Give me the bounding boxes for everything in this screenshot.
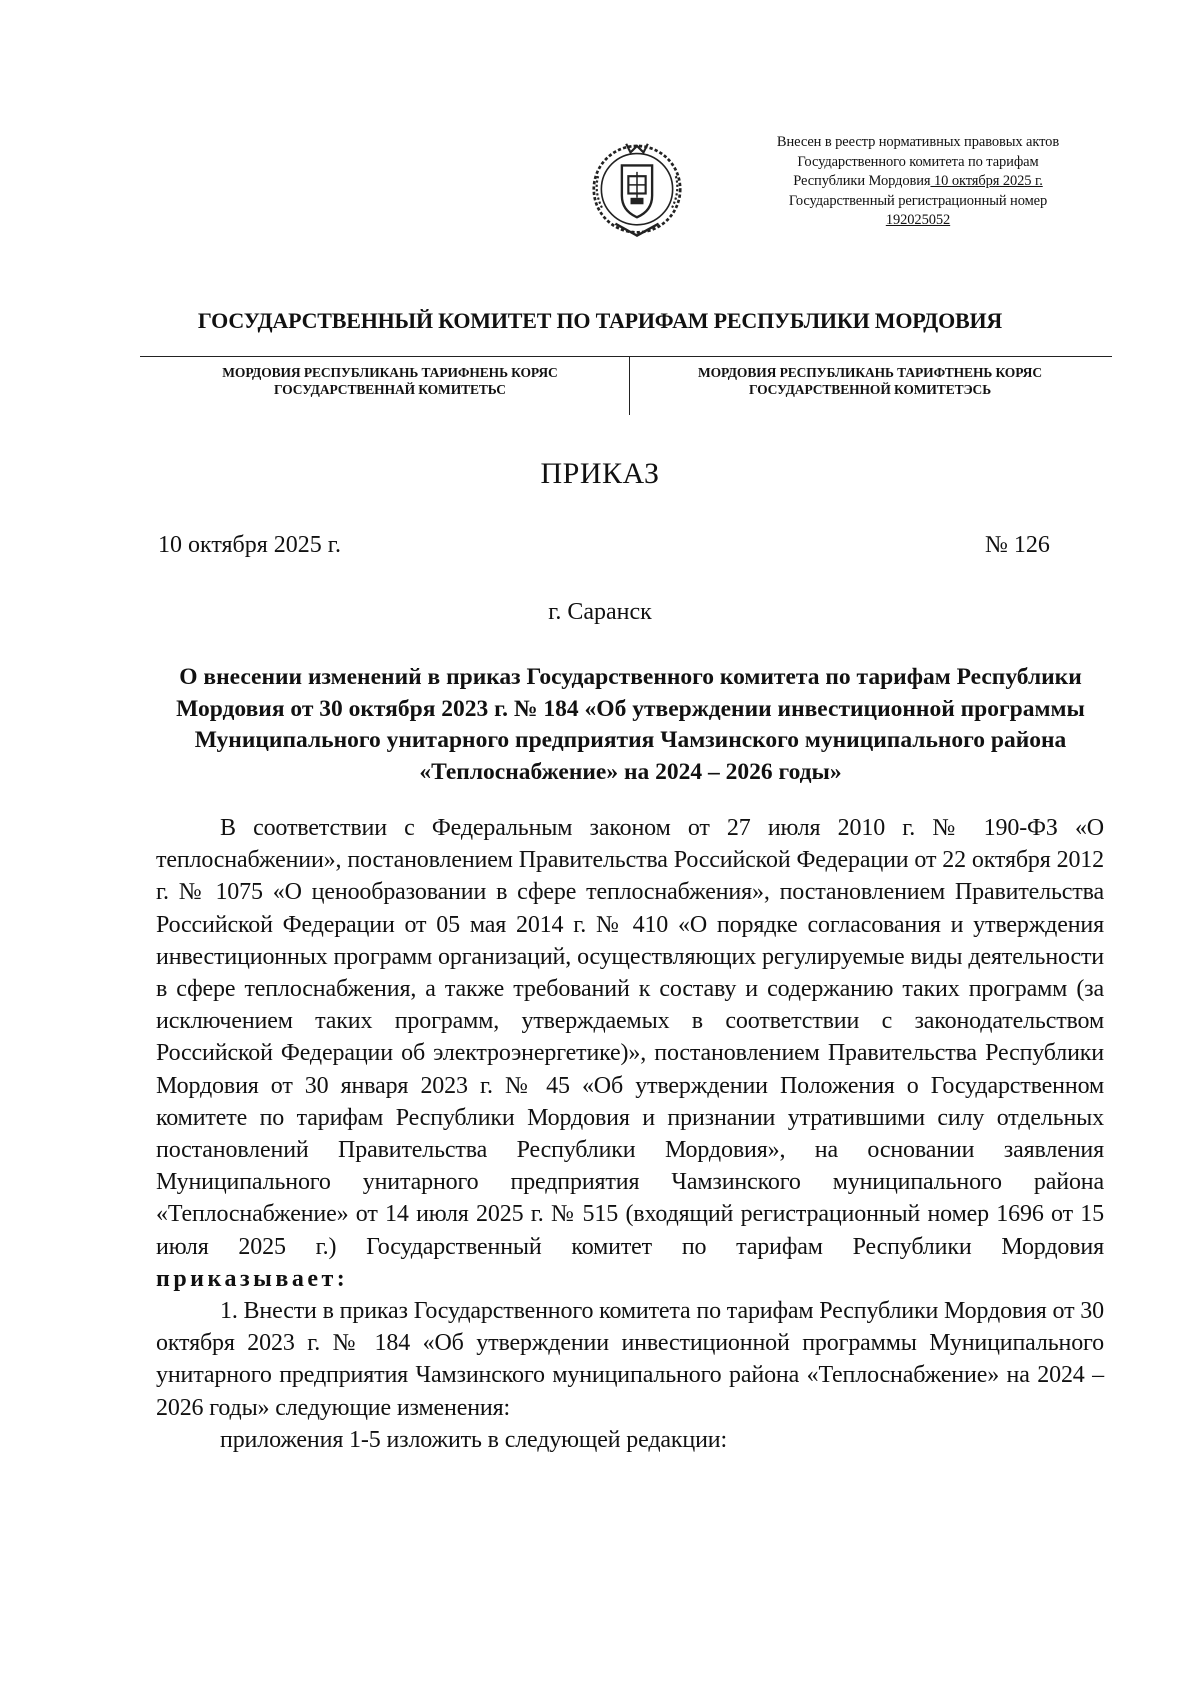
header-divider — [140, 356, 1112, 357]
item-1-sub-paragraph: приложения 1-5 изложить в следующей редакции: — [220, 1426, 727, 1453]
document-type-title: ПРИКАЗ — [540, 457, 660, 490]
preamble-text: В соответствии с Федеральным законом от 27 июля 2010 г. № 190-ФЗ «О теплоснабжении», постановлением Правительства Российской Федерации от 22 октября 2012 г. № 1075 «О ценообразовании в сфере теплоснабжения», постановлением Правительства Российской Федерации от 05 мая 2014 г. № 410 «О порядке согласования и утверждения инвестиционных программ организаций, осуществляющих регулируемые виды деятельности в сфере теплоснабжения, а также требований к составу и содержанию таких программ (за исключением таких программ, утверждаемых в соответствии с законодательством Российской Федерации об электроэнергетике)», постановлением Правительства Республики Мордовия от 30 января 2023 г. № 45 «Об утверждении Положения о Государственном комитете по тарифам Республики Мордовия и признании утратившими силу отдельных постановлений Правительства Республики Мордовия», на основании заявления Муниципального унитарного предприятия Чамзинского муниципального района «Теплоснабжение» от 14 июля 2025 г. № 515 (входящий регистрационный номер 1696 от 15 июля 2025 г.) Государственный комитет по тарифам Республики Мордовия — [156, 815, 1104, 1260]
item-1-paragraph: 1. Внести в приказ Государственного комитета по тарифам Республики Мордовия от 30 октября 2023 г. № 184 «Об утверждении инвестиционной программы Муниципального унитарного предприятия Чамзинского муниципального района «Теплоснабжение» на 2024 – 2026 годы» следующие изменения: — [156, 1298, 1104, 1421]
organization-name: ГОСУДАРСТВЕННЫЙ КОМИТЕТ ПО ТАРИФАМ РЕСПУБЛИКИ МОРДОВИЯ — [197, 308, 1003, 333]
stamp-line-2: Государственного комитета по тарифам — [797, 153, 1039, 170]
erzya-line-1: МОРДОВИЯ РЕСПУБЛИКАНЬ ТАРИФТНЕНЬ КОРЯС — [698, 365, 1042, 380]
coat-of-arms-emblem — [583, 133, 691, 241]
orders-keyword: приказывает: — [156, 1265, 349, 1292]
header-vertical-divider — [629, 357, 630, 415]
preamble-paragraph — [156, 812, 1104, 1295]
moksha-line-2: ГОСУДАРСТВЕННАЙ КОМИТЕТЬС — [274, 382, 506, 397]
stamp-line-3-prefix: Республики Мордовия — [793, 173, 931, 189]
document-number: № 126 — [985, 532, 1050, 558]
organization-name-erzya — [640, 364, 1100, 398]
stamp-line-4: Государственный регистрационный номер — [788, 192, 1048, 209]
erzya-line-2: ГОСУДАРСТВЕННОЙ КОМИТЕТЭСЬ — [748, 382, 992, 397]
organization-name-moksha — [160, 364, 620, 398]
registry-stamp — [718, 133, 1118, 231]
stamp-line-3 — [718, 172, 1118, 192]
document-subject: О внесении изменений в приказ Государственного комитета по тарифам Республики Мордовия от 30 октября 2023 г. № 184 «Об утверждении инвестиционной программы Муниципального унитарного предприятия Чамзинского муниципального района «Теплоснабжение» на 2024 – 2026 годы» — [176, 664, 1085, 785]
stamp-line-1: Внесен в реестр нормативных правовых актов — [776, 134, 1060, 150]
stamp-registration-number: 192025052 — [885, 212, 951, 228]
document-body — [156, 812, 1104, 1456]
document-date: 10 октября 2025 г. — [158, 532, 341, 558]
moksha-line-1: МОРДОВИЯ РЕСПУБЛИКАНЬ ТАРИФНЕНЬ КОРЯС — [222, 365, 558, 380]
stamp-registration-date: 10 октября 2025 г. — [930, 173, 1043, 189]
document-city: г. Саранск — [548, 599, 652, 625]
